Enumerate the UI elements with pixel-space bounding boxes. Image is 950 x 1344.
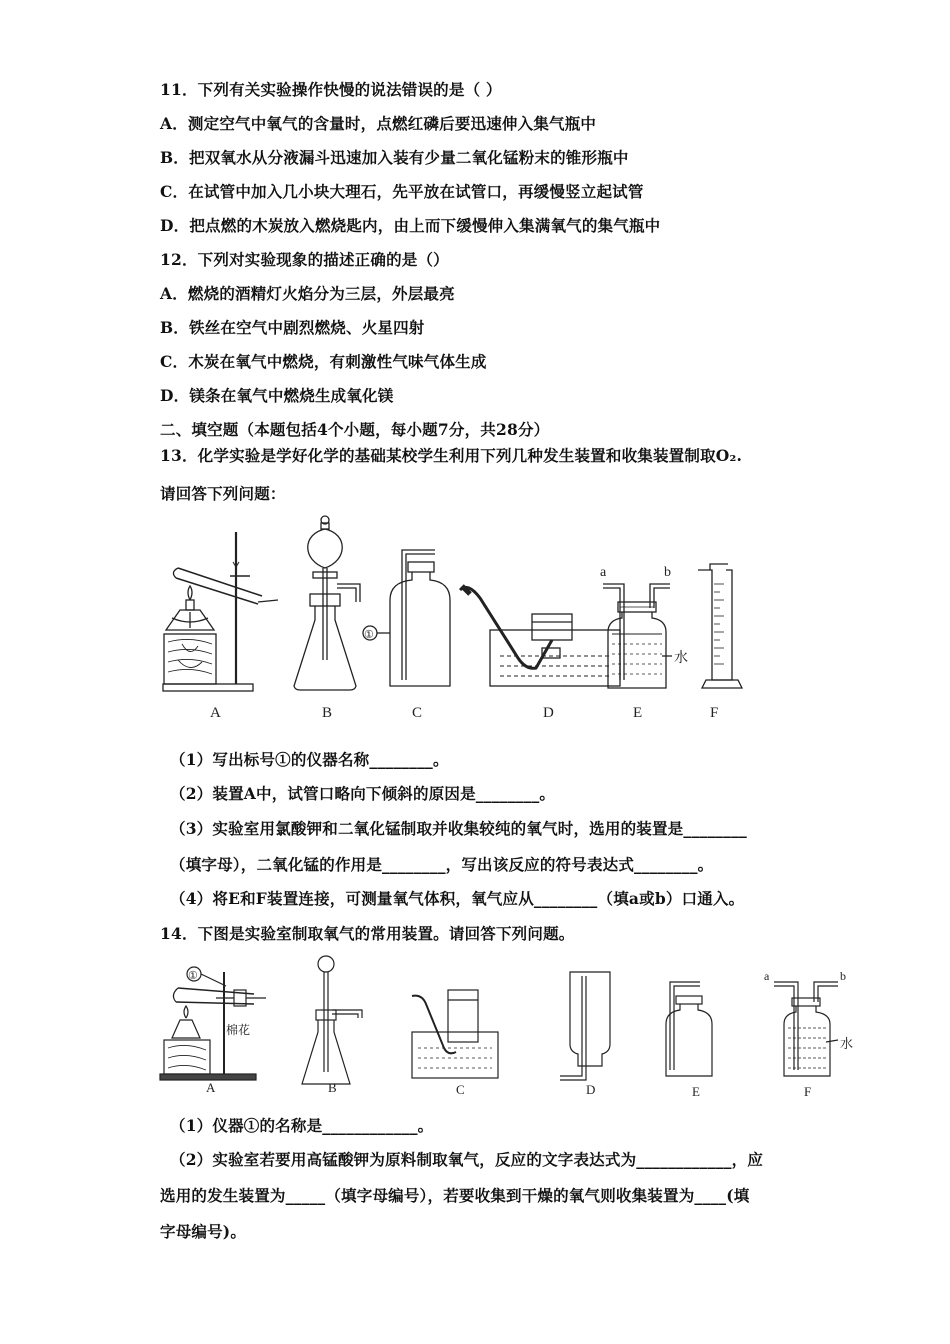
q14-apparatus-c [412,990,498,1078]
q13-label-a: A [210,705,221,721]
q14-water-label: 水 [840,1036,854,1051]
q14-label-b: B [328,1080,337,1095]
q12-stem: 12．下列对实验现象的描述正确的是（） [160,250,449,269]
q14-part-2-continued: 选用的发生装置为_____（填字母编号），若要收集到干燥的氧气则收集装置为____(填 [160,1186,750,1205]
q13-apparatus-b [294,516,360,690]
q13-port-b: b [664,565,671,580]
q14-apparatus-f [764,969,853,1076]
q14-label-d: D [586,1082,596,1097]
q14-part-1: （1）仪器①的名称是____________。 [170,1116,434,1135]
q14-stem: 14．下图是实验室制取氧气的常用装置。请回答下列问题。 [160,924,575,943]
q13-part-2: （2）装置A中，试管口略向下倾斜的原因是________。 [170,784,556,803]
q12-option-c: C．木炭在氧气中燃烧，有刺激性气味气体生成 [160,352,487,371]
q14-apparatus-a [160,967,266,1080]
q14-label-e: E [692,1084,700,1099]
q14-port-b: b [840,969,846,983]
q14-part-2-end: 字母编号)。 [160,1222,247,1241]
q14-mark-1: ① [188,970,198,982]
q13-stem: 13．化学实验是学好化学的基础某校学生利用下列几种发生装置和收集装置制取O₂. [160,446,743,465]
q13-apparatus-a [163,532,278,691]
q13-apparatus-c [363,550,450,686]
q11-stem: 11．下列有关实验操作快慢的说法错误的是（ ） [160,80,502,99]
q13-label-d: D [543,705,554,721]
q11-option-b: B．把双氧水从分液漏斗迅速加入装有少量二氧化锰粉末的锥形瓶中 [160,148,629,167]
q14-label-c: C [456,1082,465,1097]
q13-label-e: E [633,705,643,721]
q13-apparatus-e [600,565,688,688]
q14-label-f: F [804,1084,812,1099]
q14-apparatus-figure [150,952,870,1106]
q14-part-2: （2）实验室若要用高锰酸钾为原料制取氧气，反应的文字表达式为____________，应 [170,1150,764,1169]
q11-option-d: D．把点燃的木炭放入燃烧匙内，由上而下缓慢伸入集满氧气的集气瓶中 [160,216,661,235]
q13-part-1: （1）写出标号①的仪器名称________。 [170,750,449,769]
q13-stem-continued: 请回答下列问题： [160,484,286,503]
q13-apparatus-d [460,586,620,686]
q14-cotton-label: 棉花 [226,1023,251,1037]
q13-water-label: 水 [674,651,688,666]
q13-apparatus-figure [150,510,770,729]
q14-apparatus-b [302,956,362,1084]
q14-port-a: a [764,969,770,983]
q13-port-a: a [600,565,607,580]
q14-label-a: A [206,1080,216,1095]
q13-part-3-continued: （填字母），二氧化锰的作用是________，写出该反应的符号表达式________。 [170,855,714,874]
q13-apparatus-f [698,564,742,688]
q13-label-b: B [322,705,333,721]
q11-option-a: A．测定空气中氧气的含量时，点燃红磷后要迅速伸入集气瓶中 [160,114,597,133]
q12-option-b: B．铁丝在空气中剧烈燃烧、火星四射 [160,318,425,337]
q13-label-f: F [710,705,719,721]
q11-option-c: C．在试管中加入几小块大理石，先平放在试管口，再缓慢竖立起试管 [160,182,644,201]
q13-part-4: （4）将E和F装置连接，可测量氧气体积，氧气应从________（填a或b）口通入。 [170,889,745,908]
section-heading: 二、填空题（本题包括4个小题，每小题7分，共28分） [160,420,550,439]
q12-option-a: A．燃烧的酒精灯火焰分为三层，外层最亮 [160,284,455,303]
q12-option-d: D．镁条在氧气中燃烧生成氧化镁 [160,386,394,405]
q14-apparatus-d [560,972,610,1080]
q14-apparatus-e [666,982,712,1076]
q13-mark-1: ① [364,629,374,641]
q13-part-3: （3）实验室用氯酸钾和二氧化锰制取并收集较纯的氧气时，选用的装置是________ [170,819,747,838]
q13-label-c: C [412,705,423,721]
